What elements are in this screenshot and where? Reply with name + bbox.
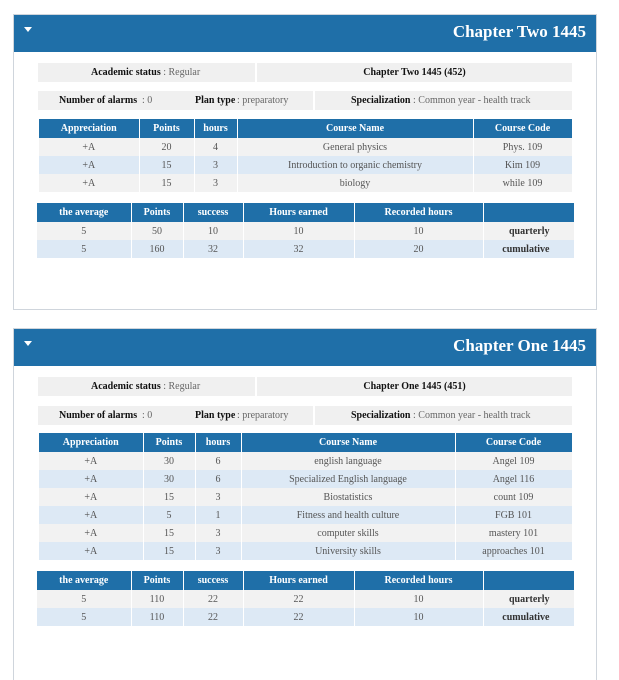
summary-table-header (37, 571, 574, 590)
semester-box (257, 377, 572, 396)
info-row (38, 406, 572, 425)
cell: 5 (37, 590, 131, 608)
alarms-label: Number of alarms (59, 95, 138, 106)
table-row (39, 156, 572, 174)
cell: 6 (195, 470, 241, 488)
summary-row-quarterly (37, 222, 574, 240)
summary-row-cumulative (37, 608, 574, 626)
table-row (39, 524, 572, 542)
table-row (39, 138, 572, 156)
cell: 20 (139, 138, 194, 156)
info-row (38, 91, 572, 110)
table-row (39, 452, 572, 470)
col-recorded-hours: Recorded hours (354, 571, 483, 590)
semester-label: Chapter Two 1445 (452) (363, 67, 466, 78)
cell: 10 (243, 222, 354, 240)
collapse-caret-icon[interactable] (24, 341, 32, 346)
col-success: success (183, 203, 243, 222)
specialization-value: : Common year - health track (413, 95, 531, 106)
table-row (39, 488, 572, 506)
col-appreciation: Appreciation (39, 119, 139, 138)
cell: 10 (354, 590, 483, 608)
table-row (39, 506, 572, 524)
alarms-value: : 0 (142, 95, 153, 106)
cell: +A (39, 156, 139, 174)
semester-label: Chapter One 1445 (451) (363, 381, 466, 392)
summary-row-cumulative (37, 240, 574, 258)
col-points: Points (139, 119, 194, 138)
col-hours: hours (195, 433, 241, 452)
cell: FGB 101 (455, 506, 572, 524)
cell: 32 (183, 240, 243, 258)
specialization-label: Specialization (351, 410, 411, 421)
summary-row-quarterly (37, 590, 574, 608)
table-row (39, 542, 572, 560)
cell: count 109 (455, 488, 572, 506)
academic-status-box (38, 63, 255, 82)
plan-type-label: Plan type (195, 95, 236, 106)
cell: +A (39, 470, 143, 488)
cell: 30 (143, 470, 195, 488)
cell: computer skills (241, 524, 455, 542)
cell: +A (39, 524, 143, 542)
chapter-header[interactable] (14, 329, 596, 366)
cell: 3 (194, 156, 237, 174)
cell: 3 (195, 488, 241, 506)
cell: 15 (139, 174, 194, 192)
chapter-panel-2 (13, 328, 597, 680)
col-success: success (183, 571, 243, 590)
cell: 5 (143, 506, 195, 524)
col-average: the average (37, 203, 131, 222)
col-appreciation: Appreciation (39, 433, 143, 452)
chapter-title: Chapter Two 1445 (452, 22, 586, 41)
cell: +A (39, 542, 143, 560)
specialization-label: Specialization (351, 95, 411, 106)
cell: 15 (143, 488, 195, 506)
academic-status-value: : Regular (163, 381, 201, 392)
specialization-value: : Common year - health track (413, 410, 531, 421)
cell: 3 (195, 524, 241, 542)
col-recorded-hours: Recorded hours (354, 203, 483, 222)
cell: 15 (139, 156, 194, 174)
academic-status-label: Academic status (91, 67, 161, 78)
cell: Biostatistics (241, 488, 455, 506)
course-table-header (39, 433, 572, 452)
table-row (39, 470, 572, 488)
chapter-title: Chapter One 1445 (453, 336, 586, 355)
cell: University skills (241, 542, 455, 560)
period-label: cumulative (483, 240, 574, 258)
cell: 10 (354, 608, 483, 626)
col-course-code: Course Code (473, 119, 572, 138)
cell: 1 (195, 506, 241, 524)
col-course-name: Course Name (237, 119, 473, 138)
cell: 22 (183, 608, 243, 626)
table-row (39, 174, 572, 192)
cell: 110 (131, 590, 183, 608)
cell: Fitness and health culture (241, 506, 455, 524)
col-period (483, 571, 574, 590)
cell: 10 (354, 222, 483, 240)
cell: 15 (143, 542, 195, 560)
cell: 3 (195, 542, 241, 560)
cell: 3 (194, 174, 237, 192)
period-label: quarterly (483, 222, 574, 240)
cell: 5 (37, 608, 131, 626)
plan-type-value: : preparatory (237, 95, 289, 106)
cell: Introduction to organic chemistry (237, 156, 473, 174)
period-label: cumulative (483, 608, 574, 626)
course-table (39, 119, 573, 192)
col-hours-earned: Hours earned (243, 571, 354, 590)
summary-table (37, 203, 575, 258)
course-table-header (39, 119, 572, 138)
cell: +A (39, 174, 139, 192)
cell: +A (39, 452, 143, 470)
cell: 5 (37, 222, 131, 240)
cell: 6 (195, 452, 241, 470)
col-course-code: Course Code (455, 433, 572, 452)
plan-type-label: Plan type (195, 410, 236, 421)
cell: General physics (237, 138, 473, 156)
cell: 50 (131, 222, 183, 240)
alarms-value: : 0 (142, 410, 153, 421)
cell: +A (39, 488, 143, 506)
cell: approaches 101 (455, 542, 572, 560)
chapter-panel-1 (13, 14, 597, 310)
course-table (39, 433, 573, 560)
cell: 30 (143, 452, 195, 470)
alarms-label: Number of alarms (59, 410, 138, 421)
plan-type-value: : preparatory (237, 410, 289, 421)
summary-table-header (37, 203, 574, 222)
col-period (483, 203, 574, 222)
cell: Angel 116 (455, 470, 572, 488)
cell: 20 (354, 240, 483, 258)
semester-box (257, 63, 572, 82)
cell: while 109 (473, 174, 572, 192)
cell: Angel 109 (455, 452, 572, 470)
cell: 22 (243, 608, 354, 626)
academic-status-box (38, 377, 255, 396)
cell: mastery 101 (455, 524, 572, 542)
cell: 22 (183, 590, 243, 608)
chapter-header[interactable] (14, 15, 596, 52)
col-hours: hours (194, 119, 237, 138)
col-hours-earned: Hours earned (243, 203, 354, 222)
period-label: quarterly (483, 590, 574, 608)
cell: biology (237, 174, 473, 192)
cell: Phys. 109 (473, 138, 572, 156)
cell: 4 (194, 138, 237, 156)
cell: 5 (37, 240, 131, 258)
academic-status-label: Academic status (91, 381, 161, 392)
cell: 160 (131, 240, 183, 258)
col-points: Points (131, 571, 183, 590)
col-points: Points (143, 433, 195, 452)
cell: 10 (183, 222, 243, 240)
col-points: Points (131, 203, 183, 222)
col-course-name: Course Name (241, 433, 455, 452)
cell: english language (241, 452, 455, 470)
cell: 15 (143, 524, 195, 542)
col-average: the average (37, 571, 131, 590)
cell: Specialized English language (241, 470, 455, 488)
cell: +A (39, 506, 143, 524)
cell: +A (39, 138, 139, 156)
collapse-caret-icon[interactable] (24, 27, 32, 32)
cell: 110 (131, 608, 183, 626)
cell: 32 (243, 240, 354, 258)
summary-table (37, 571, 575, 626)
cell: Kim 109 (473, 156, 572, 174)
cell: 22 (243, 590, 354, 608)
academic-status-value: : Regular (163, 67, 201, 78)
